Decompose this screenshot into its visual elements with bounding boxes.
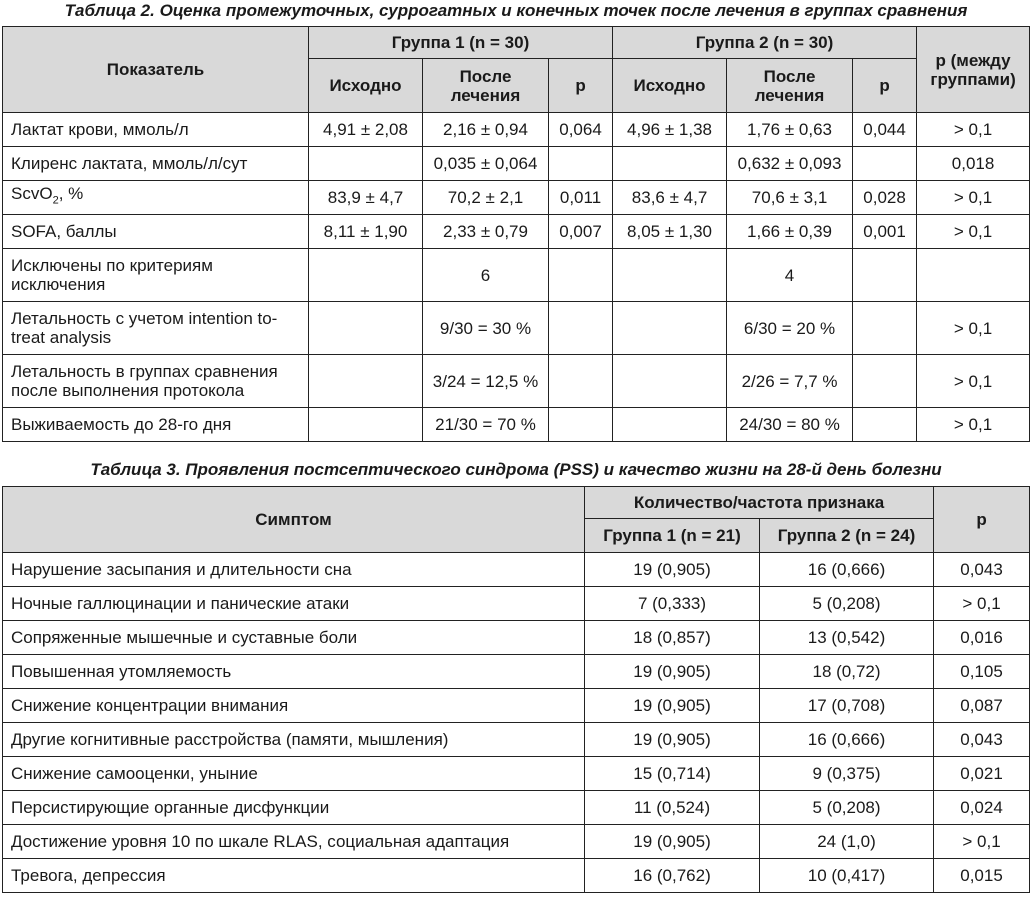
table-row (3, 655, 1030, 689)
cell-g2-after: 1,66 ± 0,39 (727, 215, 853, 249)
cell-g2-after: 70,6 ± 3,1 (727, 181, 853, 215)
cell-g1-baseline: 4,91 ± 2,08 (309, 113, 423, 147)
symptom-label: Достижение уровня 10 по шкале RLAS, социальная адаптация (3, 825, 585, 859)
cell-g2-p (853, 355, 917, 408)
table-row (3, 408, 1030, 442)
cell-g1-baseline: 8,11 ± 1,90 (309, 215, 423, 249)
table-row (3, 825, 1030, 859)
cell-p: > 0,1 (934, 825, 1030, 859)
cell-g2-baseline (613, 302, 727, 355)
cell-g1-p (549, 147, 613, 181)
cell-group1: 11 (0,524) (585, 791, 760, 825)
table-row (3, 859, 1030, 893)
symptom-label: Сопряженные мышечные и суставные боли (3, 621, 585, 655)
cell-g1-p (549, 302, 613, 355)
cell-g1-p (549, 249, 613, 302)
cell-group1: 19 (0,905) (585, 723, 760, 757)
symptom-label: Другие когнитивные расстройства (памяти, мышления) (3, 723, 585, 757)
cell-group2: 5 (0,208) (760, 791, 934, 825)
cell-group1: 7 (0,333) (585, 587, 760, 621)
cell-group2: 18 (0,72) (760, 655, 934, 689)
row-label: Выживаемость до 28-го дня (3, 408, 309, 442)
table-row (3, 621, 1030, 655)
table-row (3, 215, 1030, 249)
cell-p-between: 0,018 (917, 147, 1030, 181)
cell-p: 0,016 (934, 621, 1030, 655)
table-row (3, 113, 1030, 147)
header-group2: Группа 2 (n = 24) (760, 519, 934, 553)
table3-caption: Таблица 3. Проявления постсептического синдрома (PSS) и качество жизни на 28-й день болезни (90, 460, 942, 479)
header-group2: Группа 2 (n = 30) (613, 27, 917, 59)
table-row (3, 355, 1030, 408)
table-row (3, 147, 1030, 181)
symptom-label: Тревога, депрессия (3, 859, 585, 893)
cell-p: 0,015 (934, 859, 1030, 893)
cell-group1: 15 (0,714) (585, 757, 760, 791)
cell-group2: 10 (0,417) (760, 859, 934, 893)
symptom-label: Повышенная утомляемость (3, 655, 585, 689)
cell-g1-baseline (309, 147, 423, 181)
symptom-label: Снижение самооценки, уныние (3, 757, 585, 791)
cell-g1-baseline: 83,9 ± 4,7 (309, 181, 423, 215)
cell-g2-after: 6/30 = 20 % (727, 302, 853, 355)
cell-g2-p (853, 249, 917, 302)
cell-group2: 16 (0,666) (760, 553, 934, 587)
table3 (2, 486, 1030, 893)
row-label: Летальность в группах сравнения после выполнения протокола (3, 355, 309, 408)
cell-g1-after: 21/30 = 70 % (423, 408, 549, 442)
cell-p: 0,105 (934, 655, 1030, 689)
row-label: SOFA, баллы (3, 215, 309, 249)
cell-group1: 19 (0,905) (585, 825, 760, 859)
table-row (3, 553, 1030, 587)
cell-p: > 0,1 (934, 587, 1030, 621)
cell-g1-after: 0,035 ± 0,064 (423, 147, 549, 181)
cell-group1: 18 (0,857) (585, 621, 760, 655)
cell-group1: 19 (0,905) (585, 689, 760, 723)
header-quantity: Количество/частота признака (585, 487, 934, 519)
cell-g2-p (853, 302, 917, 355)
cell-g1-after: 9/30 = 30 % (423, 302, 549, 355)
cell-g2-p: 0,028 (853, 181, 917, 215)
cell-g1-after: 2,16 ± 0,94 (423, 113, 549, 147)
cell-group2: 5 (0,208) (760, 587, 934, 621)
cell-g2-baseline (613, 249, 727, 302)
cell-p-between: > 0,1 (917, 215, 1030, 249)
cell-g1-p (549, 408, 613, 442)
cell-g1-baseline (309, 302, 423, 355)
cell-g2-p: 0,044 (853, 113, 917, 147)
header-indicator: Показатель (3, 27, 309, 113)
table-row (3, 302, 1030, 355)
cell-g2-p (853, 147, 917, 181)
header-g1-p: р (549, 59, 613, 113)
cell-p-between: > 0,1 (917, 113, 1030, 147)
row-label: Исключены по критериям исключения (3, 249, 309, 302)
cell-g2-after: 0,632 ± 0,093 (727, 147, 853, 181)
cell-g2-after: 4 (727, 249, 853, 302)
cell-g1-after: 2,33 ± 0,79 (423, 215, 549, 249)
header-g2-baseline: Исходно (613, 59, 727, 113)
cell-g1-p: 0,007 (549, 215, 613, 249)
row-label: Клиренс лактата, ммоль/л/сут (3, 147, 309, 181)
table-row (3, 249, 1030, 302)
cell-g1-after: 3/24 = 12,5 % (423, 355, 549, 408)
cell-group2: 17 (0,708) (760, 689, 934, 723)
cell-group2: 9 (0,375) (760, 757, 934, 791)
cell-group2: 13 (0,542) (760, 621, 934, 655)
cell-g2-p (853, 408, 917, 442)
symptom-label: Нарушение засыпания и длительности сна (3, 553, 585, 587)
cell-g1-after: 6 (423, 249, 549, 302)
header-p-between: р (между группами) (917, 27, 1030, 113)
header-g1-after: После лечения (423, 59, 549, 113)
cell-p-between: > 0,1 (917, 408, 1030, 442)
cell-g2-baseline: 4,96 ± 1,38 (613, 113, 727, 147)
cell-g1-p: 0,011 (549, 181, 613, 215)
cell-g2-baseline: 83,6 ± 4,7 (613, 181, 727, 215)
table-row (3, 689, 1030, 723)
header-p: р (934, 487, 1030, 553)
cell-p-between: > 0,1 (917, 181, 1030, 215)
table-row (3, 791, 1030, 825)
symptom-label: Снижение концентрации внимания (3, 689, 585, 723)
cell-group2: 16 (0,666) (760, 723, 934, 757)
cell-g2-baseline: 8,05 ± 1,30 (613, 215, 727, 249)
cell-p: 0,043 (934, 553, 1030, 587)
cell-g1-after: 70,2 ± 2,1 (423, 181, 549, 215)
cell-g2-after: 1,76 ± 0,63 (727, 113, 853, 147)
cell-g1-baseline (309, 355, 423, 408)
header-g2-after: После лечения (727, 59, 853, 113)
cell-p: 0,021 (934, 757, 1030, 791)
cell-p: 0,043 (934, 723, 1030, 757)
symptom-label: Ночные галлюцинации и панические атаки (3, 587, 585, 621)
table2-caption: Таблица 2. Оценка промежуточных, суррогатных и конечных точек после лечения в группах сравнения (64, 1, 968, 20)
table-row (3, 181, 1030, 215)
cell-g2-after: 24/30 = 80 % (727, 408, 853, 442)
cell-group2: 24 (1,0) (760, 825, 934, 859)
cell-g2-baseline (613, 147, 727, 181)
cell-p-between: > 0,1 (917, 302, 1030, 355)
header-g1-baseline: Исходно (309, 59, 423, 113)
cell-p: 0,087 (934, 689, 1030, 723)
table-row (3, 757, 1030, 791)
cell-g2-baseline (613, 408, 727, 442)
cell-g1-baseline (309, 249, 423, 302)
cell-group1: 19 (0,905) (585, 655, 760, 689)
cell-p: 0,024 (934, 791, 1030, 825)
table-row (3, 587, 1030, 621)
header-g2-p: р (853, 59, 917, 113)
cell-group1: 19 (0,905) (585, 553, 760, 587)
table-row (3, 723, 1030, 757)
row-label: Летальность с учетом intention to-treat analysis (3, 302, 309, 355)
cell-g1-p (549, 355, 613, 408)
cell-group1: 16 (0,762) (585, 859, 760, 893)
cell-g2-after: 2/26 = 7,7 % (727, 355, 853, 408)
symptom-label: Персистирующие органные дисфункции (3, 791, 585, 825)
cell-p-between (917, 249, 1030, 302)
cell-g1-p: 0,064 (549, 113, 613, 147)
header-group1: Группа 1 (n = 21) (585, 519, 760, 553)
cell-g2-baseline (613, 355, 727, 408)
header-symptom: Симптом (3, 487, 585, 553)
cell-g1-baseline (309, 408, 423, 442)
row-label: Лактат крови, ммоль/л (3, 113, 309, 147)
cell-g2-p: 0,001 (853, 215, 917, 249)
cell-p-between: > 0,1 (917, 355, 1030, 408)
table2 (2, 26, 1030, 442)
header-group1: Группа 1 (n = 30) (309, 27, 613, 59)
row-label: ScvO$_2$, % (3, 181, 309, 215)
